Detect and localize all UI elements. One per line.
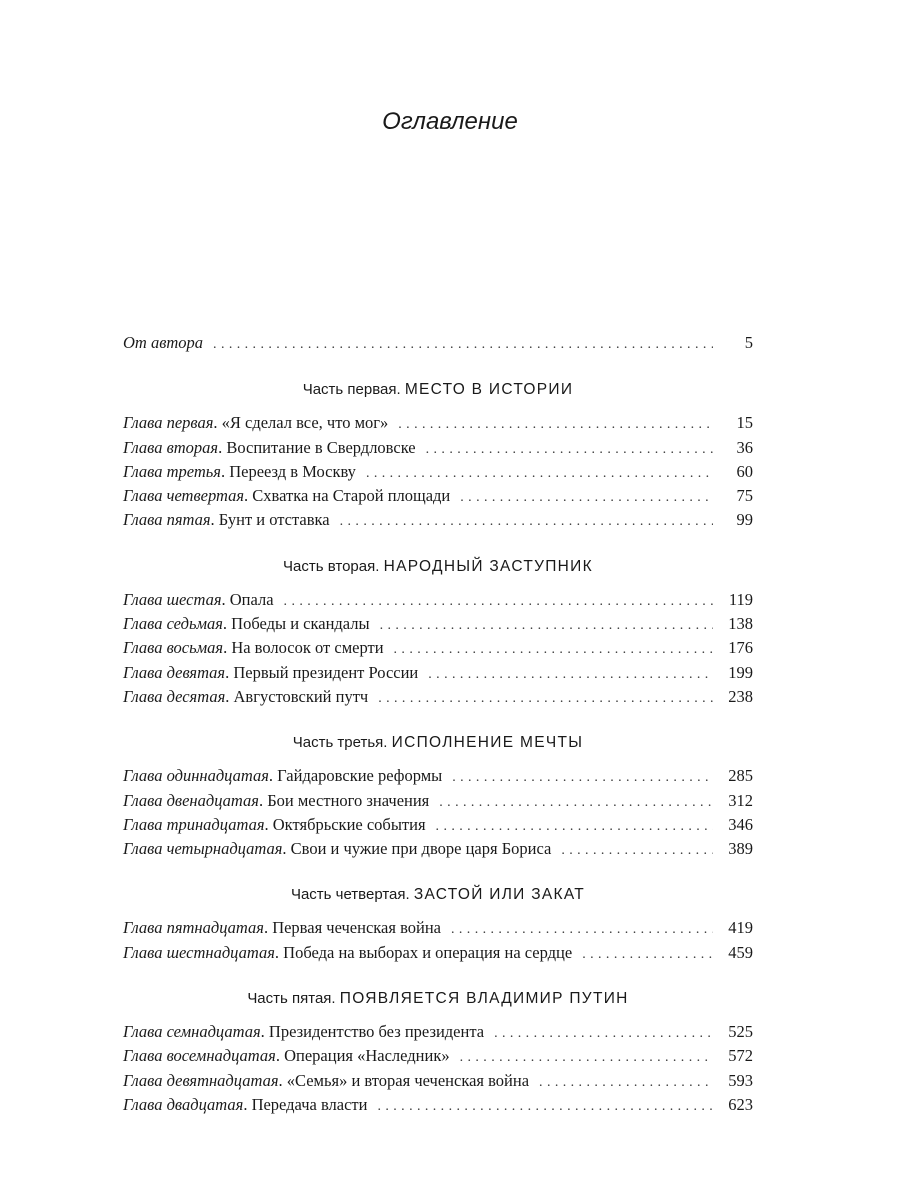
dot-leader xyxy=(284,594,713,610)
toc-entry-label xyxy=(123,918,441,938)
toc-entry xyxy=(123,438,753,462)
part-prefix: Часть вторая. xyxy=(283,557,380,575)
part-title: ПОЯВЛЯЕТСЯ ВЛАДИМИР ПУТИН xyxy=(339,990,629,1008)
spacer xyxy=(123,535,753,555)
chapter-title: Победа на выборах и операция на сердце xyxy=(283,942,573,962)
toc-entry-label xyxy=(123,766,442,786)
chapter-separator: . xyxy=(258,790,268,810)
spacer xyxy=(123,711,753,731)
spacer xyxy=(123,1011,753,1022)
page-number: 5 xyxy=(744,333,753,352)
dot-leader xyxy=(494,1026,713,1042)
chapter-number: Глава двенадцатая xyxy=(123,790,259,810)
dot-leader xyxy=(436,819,713,835)
chapter-separator: . xyxy=(225,662,234,682)
chapter-separator: . xyxy=(213,413,222,433)
chapter-number: Глава девятая xyxy=(123,662,226,682)
dot-leader xyxy=(561,843,713,859)
chapter-separator: . xyxy=(274,942,284,962)
chapter-title: Переезд в Москву xyxy=(229,461,356,481)
toc-entry-label xyxy=(123,486,450,506)
toc-entry xyxy=(123,1046,753,1070)
part-title: НАРОДНЫЙ ЗАСТУПНИК xyxy=(383,557,593,575)
dot-leader xyxy=(340,514,713,530)
part-title: ЗАСТОЙ ИЛИ ЗАКАТ xyxy=(413,886,586,904)
chapter-number: Глава восьмая xyxy=(123,638,224,658)
spacer xyxy=(123,967,753,987)
toc-entry-label xyxy=(123,815,426,835)
dot-leader xyxy=(380,618,713,634)
table-of-contents xyxy=(123,333,753,1119)
chapter-separator: . xyxy=(225,686,234,706)
chapter-number: Глава пятнадцатая xyxy=(123,918,264,938)
chapter-title: Свои и чужие при дворе царя Бориса xyxy=(290,839,552,859)
toc-entry-label xyxy=(123,333,203,353)
chapter-number: Глава двадцатая xyxy=(123,1094,244,1114)
chapter-number: Глава четвертая xyxy=(123,486,245,506)
spacer xyxy=(123,907,753,918)
dot-leader xyxy=(213,337,713,353)
toc-entry xyxy=(123,1095,753,1119)
dot-leader xyxy=(539,1075,713,1091)
toc-entry-label xyxy=(123,438,416,458)
chapter-title: Первая чеченская война xyxy=(272,918,441,938)
page-number: 312 xyxy=(728,790,753,810)
toc-entry-label xyxy=(123,1071,529,1091)
dot-leader xyxy=(378,691,713,707)
chapter-title: Схватка на Старой площади xyxy=(252,486,451,506)
toc-entry-label xyxy=(123,638,384,658)
page-number: 525 xyxy=(728,1022,753,1042)
chapter-title: Передача власти xyxy=(251,1094,368,1114)
chapter-separator: . xyxy=(278,1070,287,1090)
chapter-number: Глава восемнадцатая xyxy=(123,1046,276,1066)
toc-entry xyxy=(123,614,753,638)
dot-leader xyxy=(460,1050,713,1066)
dot-leader xyxy=(428,667,713,683)
chapter-separator: . xyxy=(263,918,273,938)
spacer xyxy=(123,863,753,883)
toc-entry xyxy=(123,663,753,687)
chapter-title: Воспитание в Свердловске xyxy=(226,437,416,457)
toc-entry xyxy=(123,638,753,662)
chapter-separator: . xyxy=(244,486,253,506)
chapter-title: Президентство без президента xyxy=(268,1022,485,1042)
chapter-separator: . xyxy=(221,589,230,609)
chapter-separator: . xyxy=(222,614,232,634)
page-number: 138 xyxy=(728,614,753,634)
page-number: 623 xyxy=(728,1094,753,1114)
chapter-separator: . xyxy=(218,437,227,457)
chapter-number: Глава семнадцатая xyxy=(123,1022,261,1042)
part-heading xyxy=(123,987,753,1011)
chapter-title: Первый президент России xyxy=(233,662,419,682)
spacer xyxy=(123,755,753,766)
part-heading xyxy=(123,555,753,579)
part-prefix: Часть четвертая. xyxy=(290,886,410,904)
chapter-title: «Я сделал все, что мог» xyxy=(221,413,389,433)
chapter-title: Бунт и отставка xyxy=(218,510,330,530)
dot-leader xyxy=(460,490,713,506)
toc-entry-label xyxy=(123,943,572,963)
dot-leader xyxy=(398,417,713,433)
toc-entry xyxy=(123,918,753,942)
chapter-separator: . xyxy=(275,1046,285,1066)
page-number: 176 xyxy=(728,638,753,658)
toc-entry xyxy=(123,413,753,437)
chapter-title: Операция «Наследник» xyxy=(284,1046,450,1066)
spacer xyxy=(123,357,753,378)
dot-leader xyxy=(582,947,713,963)
dot-leader xyxy=(439,795,713,811)
chapter-title: Гайдаровские реформы xyxy=(277,766,443,786)
chapter-number: Глава пятая xyxy=(123,510,211,530)
part-prefix: Часть пятая. xyxy=(247,990,336,1008)
toc-entry-label xyxy=(123,590,274,610)
part-prefix: Часть третья. xyxy=(292,734,388,752)
chapter-number: Глава третья xyxy=(123,461,221,481)
dot-leader xyxy=(377,1099,713,1115)
intro-label: От автора xyxy=(123,333,204,352)
part-title: ИСПОЛНЕНИЕ МЕЧТЫ xyxy=(391,734,584,752)
chapter-number: Глава одиннадцатая xyxy=(123,766,269,786)
chapter-title: Опала xyxy=(229,589,274,609)
part-heading xyxy=(123,883,753,907)
chapter-separator: . xyxy=(243,1094,252,1114)
toc-entry-label xyxy=(123,687,368,707)
page-number: 572 xyxy=(728,1046,753,1066)
part-title: МЕСТО В ИСТОРИИ xyxy=(404,381,574,399)
toc-entry xyxy=(123,815,753,839)
toc-entry-label xyxy=(123,1022,484,1042)
toc-entry xyxy=(123,462,753,486)
toc-entry xyxy=(123,687,753,711)
chapter-separator: . xyxy=(260,1022,269,1042)
toc-entry xyxy=(123,943,753,967)
chapter-number: Глава первая xyxy=(123,413,214,433)
chapter-separator: . xyxy=(220,461,230,481)
chapter-title: На волосок от смерти xyxy=(231,638,384,658)
toc-entry-label xyxy=(123,614,370,634)
dot-leader xyxy=(366,466,713,482)
page-number: 346 xyxy=(728,814,753,834)
spacer xyxy=(123,579,753,590)
page-number: 99 xyxy=(736,510,753,530)
toc-entry xyxy=(123,1022,753,1046)
chapter-number: Глава десятая xyxy=(123,686,226,706)
toc-entry xyxy=(123,766,753,790)
spacer xyxy=(123,402,753,413)
page-number: 75 xyxy=(736,486,753,506)
chapter-title: «Семья» и вторая чеченская война xyxy=(286,1070,530,1090)
chapter-number: Глава девятнадцатая xyxy=(123,1070,279,1090)
part-heading xyxy=(123,378,753,402)
page-number: 459 xyxy=(728,942,753,962)
part-heading xyxy=(123,731,753,755)
toc-entry-label xyxy=(123,510,330,530)
toc-entry-label xyxy=(123,663,418,683)
page-title: Оглавление xyxy=(382,108,518,135)
page-number: 593 xyxy=(728,1070,753,1090)
page-number: 238 xyxy=(728,686,753,706)
chapter-title: Победы и скандалы xyxy=(231,614,370,634)
toc-entry-label xyxy=(123,1046,450,1066)
toc-entry-intro xyxy=(123,333,753,357)
toc-entry xyxy=(123,1071,753,1095)
toc-entry xyxy=(123,486,753,510)
chapter-separator: . xyxy=(282,839,291,859)
chapter-separator: . xyxy=(223,638,232,658)
chapter-number: Глава шестая xyxy=(123,589,222,609)
chapter-separator: . xyxy=(268,766,278,786)
chapter-title: Августовский путч xyxy=(233,686,369,706)
toc-entry xyxy=(123,839,753,863)
chapter-title: Октябрьские события xyxy=(272,814,426,834)
page-number: 60 xyxy=(736,461,753,481)
dot-leader xyxy=(394,642,713,658)
page-number: 389 xyxy=(728,839,753,859)
toc-entry-label xyxy=(123,462,356,482)
toc-entry-label xyxy=(123,413,388,433)
page-number: 285 xyxy=(728,766,753,786)
page-number: 419 xyxy=(728,918,753,938)
page-number: 15 xyxy=(736,413,753,433)
toc-entry xyxy=(123,590,753,614)
dot-leader xyxy=(426,442,713,458)
toc-entry-label xyxy=(123,791,429,811)
page-number: 36 xyxy=(736,437,753,457)
chapter-separator: . xyxy=(264,814,273,834)
chapter-number: Глава тринадцатая xyxy=(123,814,265,834)
chapter-number: Глава шестнадцатая xyxy=(123,942,275,962)
toc-entry-label xyxy=(123,839,551,859)
page-number: 119 xyxy=(728,589,753,609)
toc-entry xyxy=(123,510,753,534)
part-prefix: Часть первая. xyxy=(302,381,401,399)
toc-entry-label xyxy=(123,1095,367,1115)
chapter-number: Глава вторая xyxy=(123,437,219,457)
toc-entry xyxy=(123,791,753,815)
chapter-number: Глава четырнадцатая xyxy=(123,839,283,859)
dot-leader xyxy=(451,922,713,938)
dot-leader xyxy=(452,770,713,786)
chapter-number: Глава седьмая xyxy=(123,614,223,634)
chapter-title: Бои местного значения xyxy=(267,790,430,810)
page-number: 199 xyxy=(728,662,753,682)
chapter-separator: . xyxy=(210,510,219,530)
